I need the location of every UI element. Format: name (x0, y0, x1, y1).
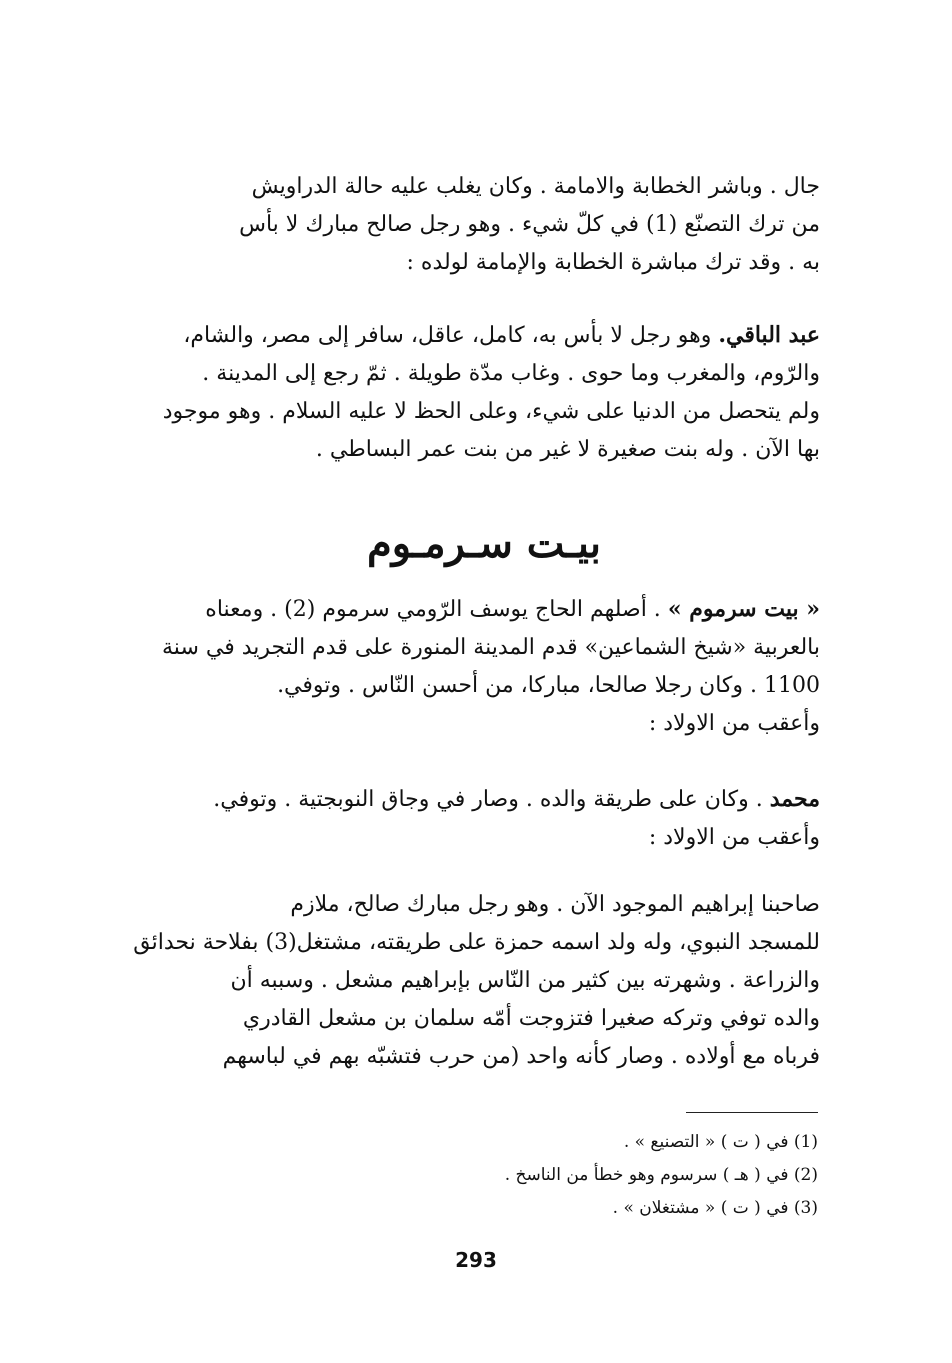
text-line: بها الآن . وله بنت صغيرة لا غير من بنت عمر البساطي . (315, 437, 820, 462)
section-title: بيـت سـرمـوم (366, 520, 601, 567)
text-line: ولم يتحصل من الدنيا على شيء، وعلى الحظ لا عليه السلام . وهو موجود (162, 399, 820, 424)
text-line: للمسجد النبوي، وله ولد اسمه حمزة على طريقته، مشتغل(3) بفلاحة نحدائق (133, 930, 820, 955)
footnotes (420, 1126, 818, 1225)
text-line: من ترك التصنّع (1) في كلّ شيء . وهو رجل صالح مبارك لا بأس (239, 212, 820, 237)
paragraph-1 (148, 168, 820, 282)
paragraph-5 (133, 886, 820, 1076)
text-line: فرباه مع أولاده . وصار كأنه واحد (من حرب فتشبّه بهم في لباسهم (222, 1044, 820, 1069)
text-line: صاحبنا إبراهيم الموجود الآن . وهو رجل مبارك صالح، ملازم (290, 892, 820, 917)
text-line: به . وقد ترك مباشرة الخطابة والإمامة لولده : (406, 250, 820, 275)
text-line: 1100 . وكان رجلا صالحا، مباركا، من أحسن النّاس . وتوفي. (277, 673, 820, 698)
entry-name-abd-al-baqi: عبد الباقي. (718, 322, 820, 348)
paragraph-3 (148, 590, 820, 743)
paragraph-4 (148, 780, 820, 857)
page-number: 293 (455, 1248, 497, 1272)
text-line: وهو رجل لا بأس به، كامل، عاقل، سافر إلى مصر، والشام، (183, 323, 712, 348)
text-line: وأعقب من الاولاد : (648, 825, 820, 850)
family-name: « بيت سرموم » (667, 596, 820, 622)
footnote-2: (2) في ( هـ ) سرسوم وهو خطأ من الناسخ . (504, 1165, 818, 1185)
text-line: والده توفي وتركه صغيرا فتزوجت أمّه سلمان بن مشعل القادري (242, 1006, 820, 1031)
footnote-1: (1) في ( ت ) « التصنيع » . (623, 1132, 818, 1152)
text-line: . أصلهم الحاج يوسف الرّومي سرموم (2) . ومعناه (205, 597, 661, 622)
entry-name-muhammad: محمد (769, 786, 820, 812)
text-line: وأعقب من الاولاد : (648, 711, 820, 736)
footnote-divider (686, 1112, 818, 1113)
text-line: والرّوم، والمغرب وما حوى . وغاب مدّة طويلة . ثمّ رجع إلى المدينة . (202, 361, 820, 386)
footnote-3: (3) في ( ت ) « مشتغلان » . (612, 1198, 818, 1218)
text-line: والزراعة . وشهرته بين كثير من النّاس بإبراهيم مشعل . وسببه أن (230, 968, 820, 993)
text-line: جال . وباشر الخطابة والامامة . وكان يغلب عليه حالة الدراويش (251, 174, 820, 199)
text-line: بالعربية «شيخ الشماعين» قدم المدينة المنورة على قدم التجريد في سنة (162, 635, 820, 660)
paragraph-2 (148, 316, 820, 469)
text-line: . وكان على طريقة والده . وصار في وجاق النوبجتية . وتوفي. (213, 787, 763, 812)
